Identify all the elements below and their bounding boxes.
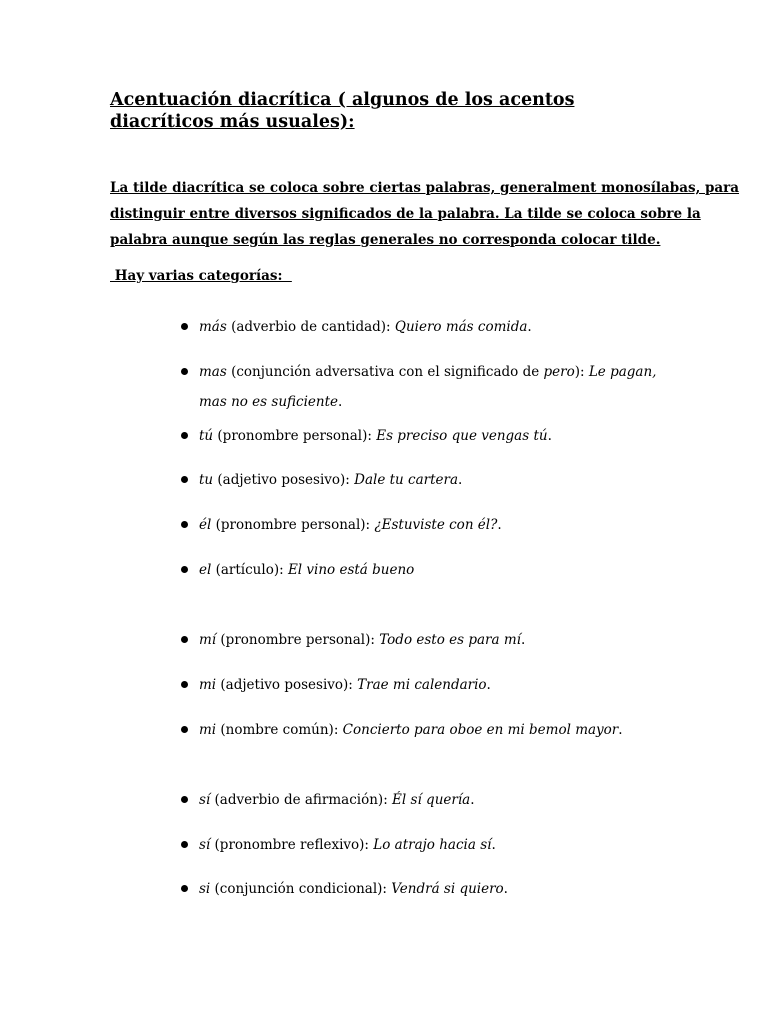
bullet-icon [181,476,188,483]
bullet-icon [181,368,188,375]
item-end: . [547,428,552,444]
item-desc: (pronombre personal): [213,428,377,444]
item-end: . [618,722,623,738]
bullet-icon [181,566,188,573]
item-word: mí [199,632,217,648]
item-word: sí [199,837,211,853]
item-word: mi [199,677,217,693]
list-item [181,510,661,540]
item-end: . [497,517,502,533]
list-item [181,830,661,860]
bullet-icon [181,841,188,848]
item-word: más [199,319,227,335]
bullet-icon [181,636,188,643]
item-example: ¿Estuviste con él? [374,517,498,533]
list-item [181,874,661,904]
item-example: Lo atrajo hacia sí [373,837,492,853]
item-end: . [338,394,343,410]
item-end: . [520,632,526,648]
item-example: El vino está bueno [287,562,415,578]
bullet-icon [181,681,188,688]
item-desc: (adverbio de afirmación): [210,792,393,808]
bullet-icon [181,323,188,330]
item-desc: (adverbio de cantidad): [226,319,395,335]
bullet-icon [181,432,188,439]
item-desc2: ): [574,364,589,380]
item-word: el [199,562,212,578]
item-example: Es preciso que vengas tú [376,428,548,444]
item-desc: (pronombre personal): [211,517,375,533]
item-example: Él sí quería [392,792,471,808]
item-word2: pero [543,364,575,380]
item-word: tu [199,472,214,488]
item-word: si [199,881,211,897]
item-example: Vendrá si quiero [391,881,504,897]
item-example: Concierto para oboe en mi bemol mayor [342,722,619,738]
item-word: sí [199,792,211,808]
list-item [181,357,661,417]
item-example: Le pagan, mas no es suficiente [199,364,657,410]
item-end: . [458,472,463,488]
item-word: él [199,517,212,533]
intro-line: distinguir entre diversos significados de la palabra. La tilde se coloca sobre la [110,206,701,222]
bullet-icon [181,885,188,892]
intro-line: palabra aunque según las reglas generales no corresponda colocar tilde. [110,232,661,248]
item-desc: (pronombre personal): [216,632,380,648]
item-desc: (conjunción condicional): [210,881,392,897]
item-end: . [470,792,475,808]
list-item [181,670,661,700]
item-end: . [503,881,508,897]
list-item [181,421,661,451]
bullet-icon [181,796,188,803]
categories-heading: Hay varias categorías: [110,268,292,284]
list-item [181,555,661,585]
list-item [181,785,661,815]
item-word: mi [199,722,217,738]
item-desc: (adjetivo posesivo): [216,677,358,693]
item-example: Todo esto es para mí [379,632,521,648]
document-title: Acentuación diacrítica ( algunos de los acentos diacríticos más usuales): [110,90,575,132]
list-item [181,625,661,655]
bullet-icon [181,726,188,733]
bullet-icon [181,521,188,528]
list-item [181,312,661,342]
item-example: Dale tu cartera [354,472,459,488]
intro-paragraph [110,175,740,253]
item-desc: (adjetivo posesivo): [213,472,355,488]
item-example: Trae mi calendario [357,677,487,693]
list-item [181,465,661,495]
intro-line: La tilde diacrítica se coloca sobre ciertas palabras, generalment monosílabas, para [110,180,740,196]
item-end: . [486,677,491,693]
item-word: tú [199,428,214,444]
item-end: . [491,837,496,853]
item-desc: (artículo): [211,562,288,578]
item-desc: (pronombre reflexivo): [210,837,374,853]
item-desc: (conjunción adversativa con el significado de [226,364,544,380]
list-item [181,715,661,745]
item-word: mas [199,364,227,380]
item-desc: (nombre común): [216,722,343,738]
item-end: . [527,319,532,335]
item-example: Quiero más comida [394,319,528,335]
